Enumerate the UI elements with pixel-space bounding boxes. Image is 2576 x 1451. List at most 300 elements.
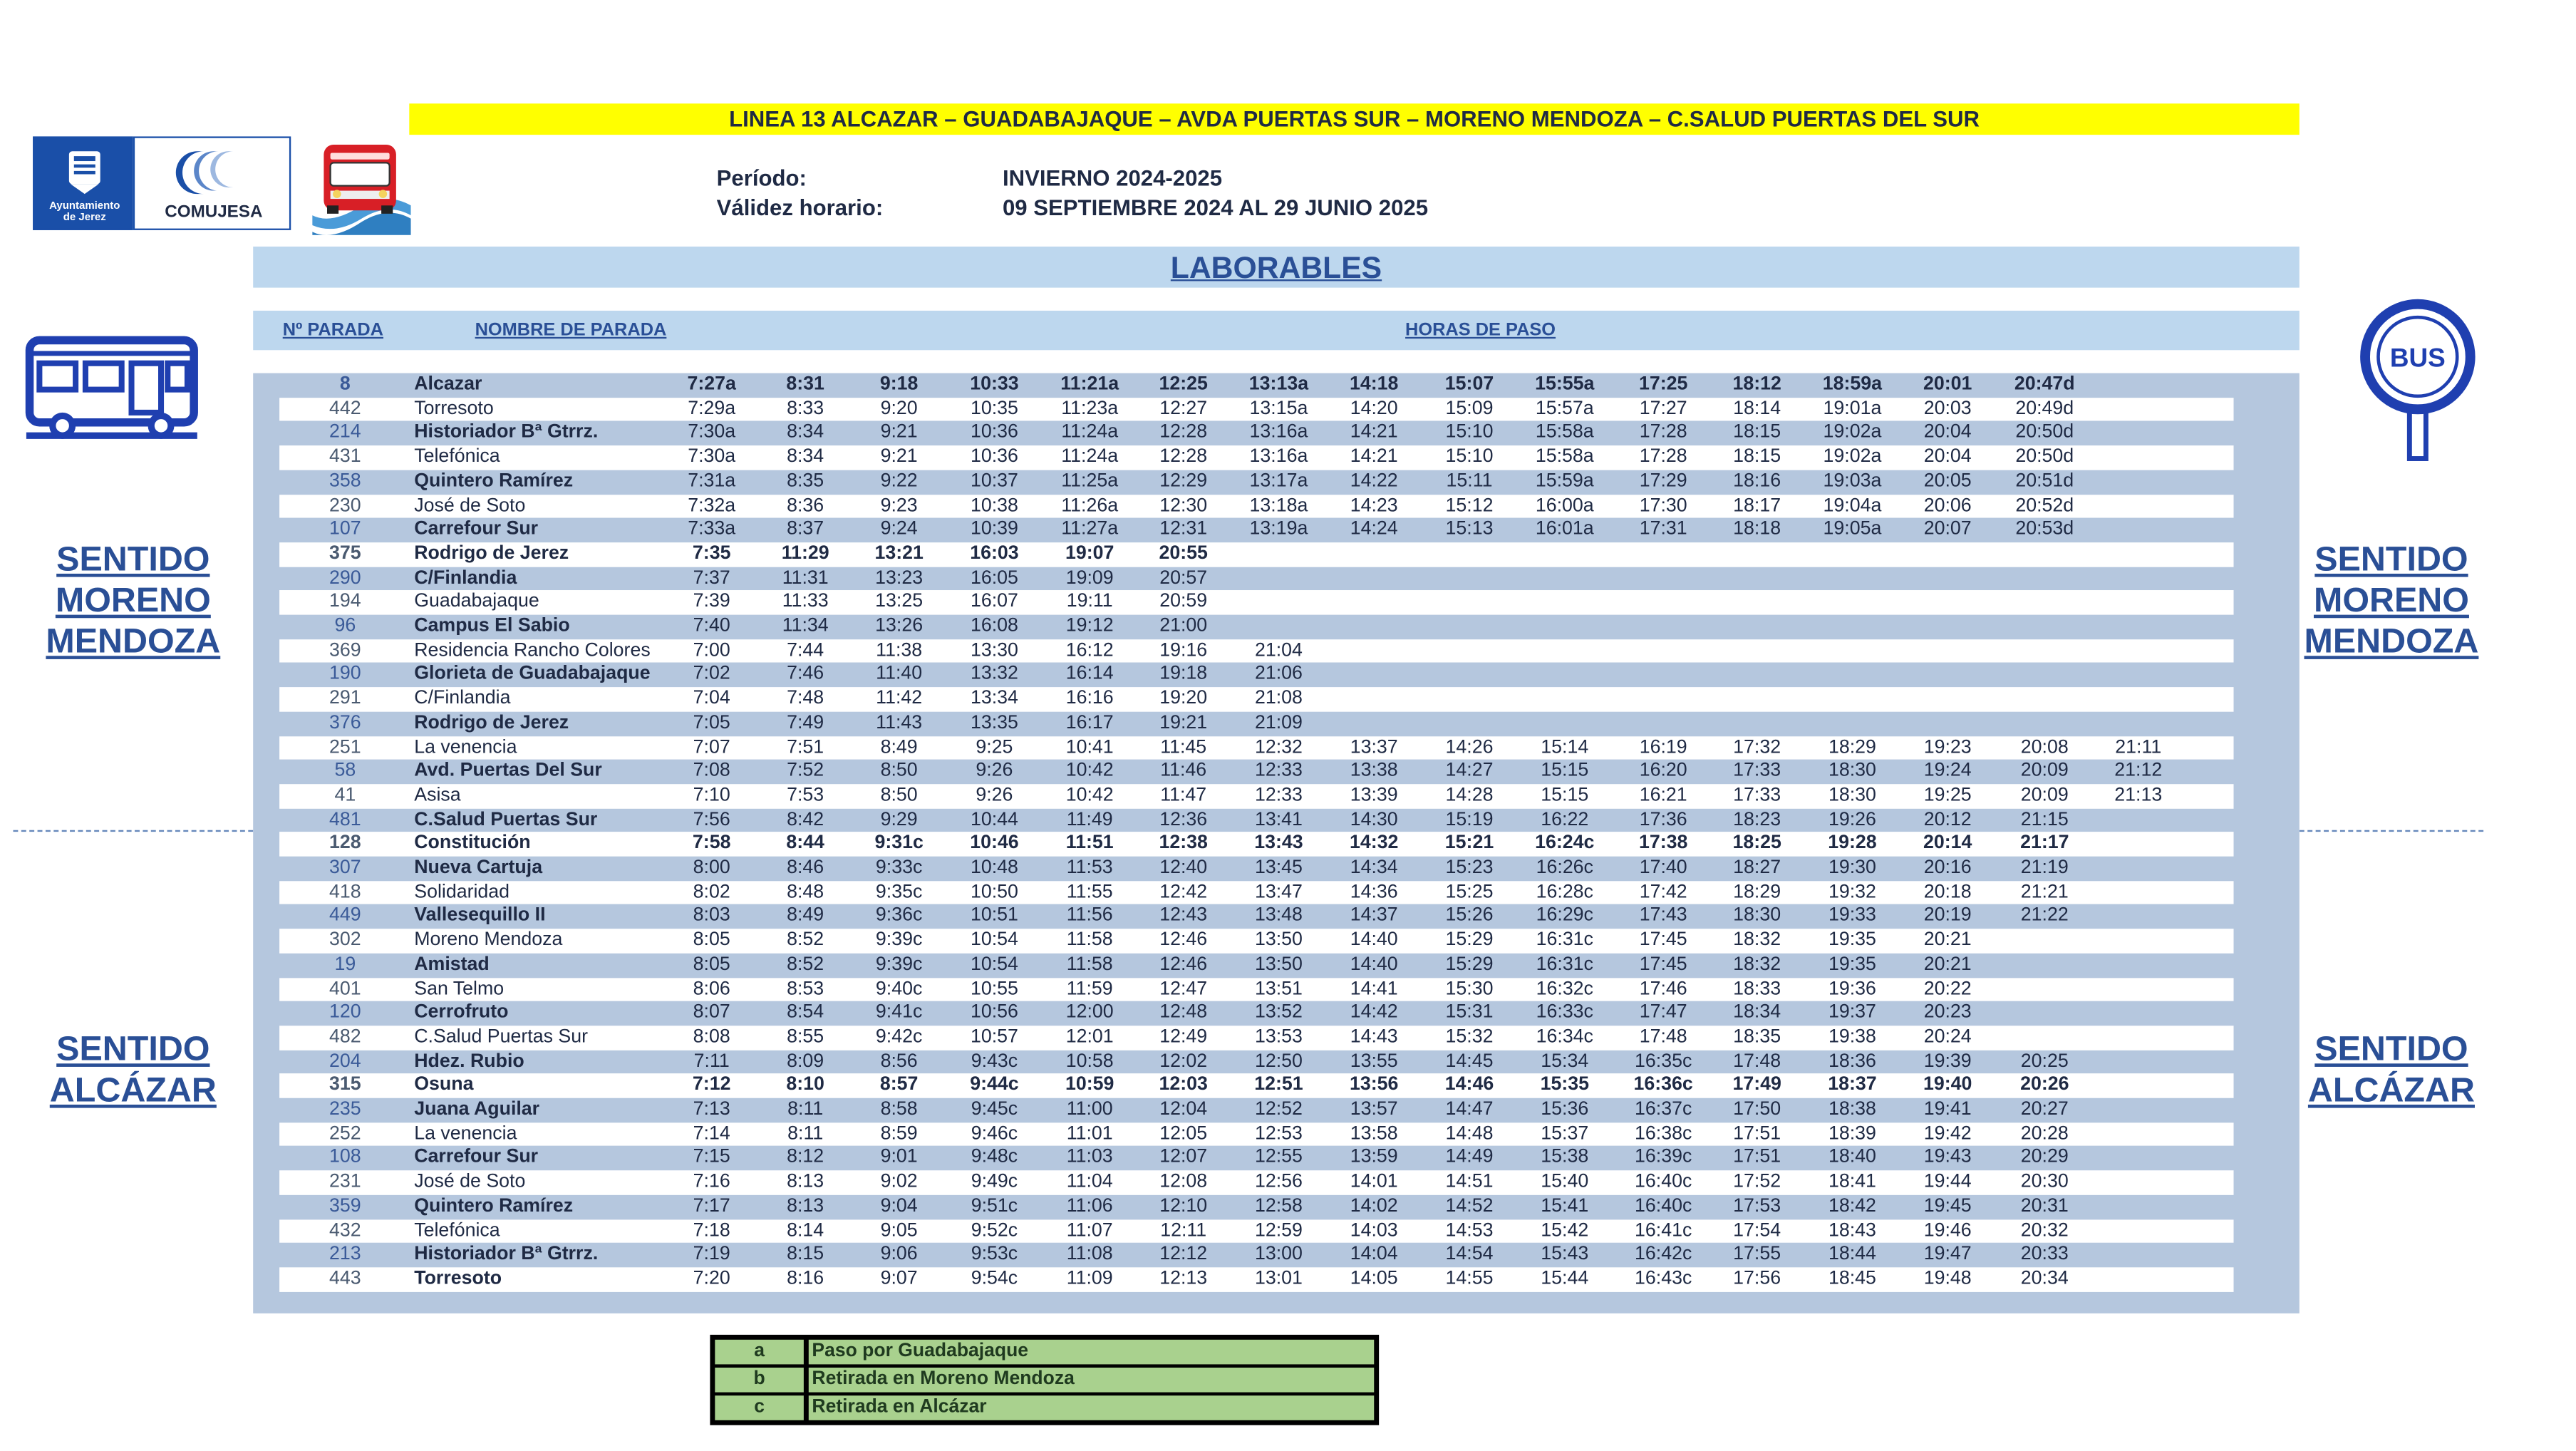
legend-key: c [715, 1395, 804, 1420]
departure-time: 19:44 [1923, 1170, 1972, 1192]
departure-time: 19:25 [1923, 783, 1972, 805]
departure-time: 21:08 [1254, 687, 1303, 709]
departure-time: 10:56 [970, 1001, 1018, 1023]
departure-time: 15:42 [1541, 1219, 1589, 1241]
departure-time: 20:34 [2020, 1267, 2069, 1289]
timetable-row [279, 397, 2233, 421]
stop-name: Campus El Sabio [414, 614, 570, 636]
timetable-row [279, 1098, 2233, 1122]
departure-time: 16:26c [1536, 856, 1593, 878]
svg-text:Ayuntamiento: Ayuntamiento [49, 199, 120, 212]
stop-number: 194 [329, 590, 361, 612]
departure-time: 9:26 [976, 760, 1013, 782]
departure-time: 19:32 [1828, 880, 1876, 902]
departure-time: 12:38 [1159, 832, 1208, 854]
departure-time: 15:13 [1445, 517, 1494, 539]
stop-number: 214 [329, 421, 361, 443]
section-title: LABORABLES [253, 247, 2300, 288]
departure-time: 20:50d [2015, 421, 2074, 443]
departure-time: 19:42 [1923, 1122, 1972, 1144]
timetable-row [279, 687, 2233, 711]
stop-number: 235 [329, 1098, 361, 1120]
stop-name: Torresoto [414, 397, 494, 419]
departure-time: 14:27 [1445, 760, 1494, 782]
departure-time: 14:22 [1350, 470, 1398, 492]
departure-time: 19:30 [1828, 856, 1876, 878]
stop-number: 432 [329, 1219, 361, 1241]
departure-time: 20:21 [1923, 953, 1972, 975]
departure-time: 17:46 [1639, 977, 1687, 999]
departure-time: 16:34c [1536, 1026, 1593, 1047]
departure-time: 19:09 [1065, 566, 1114, 588]
departure-time: 19:05a [1823, 517, 1882, 539]
stop-name: C.Salud Puertas Sur [414, 807, 598, 830]
departure-time: 11:51 [1065, 832, 1114, 854]
departure-time: 20:07 [1923, 517, 1972, 539]
departure-time: 17:43 [1639, 904, 1687, 926]
timetable-row [279, 1001, 2233, 1026]
departure-time: 17:40 [1639, 856, 1687, 878]
stop-number: 128 [329, 832, 361, 854]
periodo-label: Período: [716, 165, 807, 191]
departure-time: 8:09 [787, 1049, 824, 1071]
departure-time: 12:52 [1254, 1098, 1303, 1120]
departure-time: 15:21 [1444, 832, 1494, 854]
departure-time: 7:53 [787, 783, 824, 805]
departure-time: 16:12 [1065, 639, 1114, 661]
stop-number: 401 [329, 977, 361, 999]
departure-time: 9:44c [970, 1073, 1019, 1095]
departure-time: 16:08 [970, 614, 1018, 636]
departure-time: 7:56 [693, 807, 730, 830]
departure-time: 15:07 [1444, 373, 1494, 395]
departure-time: 20:22 [1923, 977, 1972, 999]
departure-time: 18:42 [1828, 1194, 1876, 1217]
stop-number: 481 [329, 807, 361, 830]
departure-time: 13:18a [1249, 494, 1308, 516]
departure-time: 7:33a [688, 517, 736, 539]
departure-time: 13:38 [1350, 760, 1398, 782]
departure-time: 14:41 [1350, 977, 1398, 999]
departure-time: 13:13a [1248, 373, 1309, 395]
legend-text: Retirada en Moreno Mendoza [809, 1368, 1374, 1393]
svg-text:COMUJESA: COMUJESA [165, 202, 263, 222]
departure-time: 10:36 [970, 445, 1018, 468]
sentido-alcazar-right: SENTIDO ALCÁZAR [2307, 1031, 2475, 1110]
departure-time: 20:49d [2015, 397, 2074, 419]
departure-time: 12:13 [1159, 1267, 1208, 1289]
departure-time: 12:25 [1159, 373, 1208, 395]
departure-time: 18:33 [1733, 977, 1781, 999]
departure-time: 16:29c [1536, 904, 1593, 926]
stop-number: 307 [329, 856, 361, 878]
departure-time: 12:42 [1159, 880, 1208, 902]
departure-time: 15:29 [1445, 953, 1494, 975]
departure-time: 8:52 [787, 953, 824, 975]
departure-time: 20:18 [1923, 880, 1972, 902]
departure-time: 10:42 [1065, 783, 1114, 805]
departure-time: 9:02 [880, 1170, 918, 1192]
departure-time: 13:01 [1254, 1267, 1303, 1289]
departure-time: 11:56 [1066, 904, 1113, 926]
stop-number: 482 [329, 1026, 361, 1047]
departure-time: 7:40 [693, 614, 730, 636]
departure-time: 13:00 [1254, 1243, 1303, 1265]
departure-time: 14:40 [1350, 929, 1398, 951]
departure-time: 16:37c [1635, 1098, 1692, 1120]
departure-time: 18:34 [1733, 1001, 1781, 1023]
stop-name: Residencia Rancho Colores [414, 639, 651, 661]
departure-time: 19:01a [1823, 397, 1882, 419]
timetable-row [279, 567, 2233, 591]
departure-time: 19:28 [1828, 832, 1877, 854]
departure-time: 12:58 [1254, 1194, 1303, 1217]
departure-time: 18:17 [1733, 494, 1781, 516]
departure-time: 7:15 [693, 1146, 730, 1168]
departure-time: 16:21 [1639, 783, 1687, 805]
departure-time: 16:01a [1535, 517, 1594, 539]
departure-time: 16:07 [970, 590, 1018, 612]
departure-time: 18:41 [1828, 1170, 1876, 1192]
departure-time: 15:11 [1446, 470, 1493, 492]
departure-time: 9:23 [880, 494, 918, 516]
stop-name: Rodrigo de Jerez [414, 711, 569, 733]
departure-time: 14:36 [1350, 880, 1398, 902]
departure-time: 17:27 [1639, 397, 1687, 419]
departure-time: 11:49 [1066, 807, 1113, 830]
departure-time: 14:52 [1445, 1194, 1494, 1217]
departure-time: 19:03a [1823, 470, 1882, 492]
departure-time: 20:33 [2020, 1243, 2069, 1265]
timetable-row [279, 953, 2233, 977]
departure-time: 14:53 [1445, 1219, 1494, 1241]
stop-name: Quintero Ramírez [414, 1194, 574, 1217]
departure-time: 10:48 [970, 856, 1018, 878]
departure-time: 19:07 [1065, 542, 1114, 564]
departure-time: 18:32 [1733, 929, 1781, 951]
departure-time: 19:16 [1159, 639, 1208, 661]
departure-time: 15:36 [1541, 1098, 1589, 1120]
departure-time: 13:16a [1249, 445, 1308, 468]
departure-time: 18:15 [1733, 445, 1781, 468]
stop-name: Torresoto [414, 1267, 502, 1289]
departure-time: 8:33 [787, 397, 824, 419]
timetable-row [279, 1194, 2233, 1219]
departure-time: 7:35 [692, 542, 731, 564]
departure-time: 16:22 [1541, 807, 1589, 830]
stop-name: Solidaridad [414, 880, 510, 902]
departure-time: 16:33c [1536, 1001, 1593, 1023]
departure-time: 7:13 [693, 1098, 730, 1120]
departure-time: 17:33 [1733, 783, 1781, 805]
timetable-row [279, 663, 2233, 687]
departure-time: 15:29 [1445, 929, 1494, 951]
departure-time: 9:06 [880, 1243, 918, 1265]
departure-time: 19:45 [1923, 1194, 1972, 1217]
departure-time: 13:17a [1249, 470, 1308, 492]
departure-time: 18:12 [1732, 373, 1781, 395]
bus-icon [23, 334, 200, 457]
departure-time: 11:58 [1066, 929, 1113, 951]
departure-time: 8:12 [787, 1146, 824, 1168]
departure-time: 16:31c [1536, 953, 1593, 975]
departure-time: 14:54 [1445, 1243, 1494, 1265]
departure-time: 7:27a [687, 373, 736, 395]
departure-time: 21:17 [2020, 832, 2069, 854]
stop-name: C/Finlandia [414, 566, 517, 588]
stop-number: 375 [329, 542, 361, 564]
stop-number: 204 [329, 1049, 361, 1071]
departure-time: 16:43c [1635, 1267, 1692, 1289]
departure-time: 17:31 [1639, 517, 1687, 539]
stop-name: Amistad [414, 953, 490, 975]
departure-time: 20:03 [1923, 397, 1972, 419]
departure-time: 9:33c [875, 856, 923, 878]
departure-time: 10:33 [970, 373, 1019, 395]
departure-time: 7:31a [688, 470, 736, 492]
departure-time: 20:14 [1923, 832, 1972, 854]
departure-time: 14:24 [1350, 517, 1398, 539]
timetable-row [279, 832, 2233, 857]
departure-time: 12:36 [1159, 807, 1208, 830]
departure-time: 15:25 [1445, 880, 1494, 902]
table-header [253, 311, 2300, 350]
departure-time: 11:03 [1066, 1146, 1113, 1168]
timetable-row [279, 784, 2233, 808]
departure-time: 12:04 [1159, 1098, 1208, 1120]
departure-time: 17:30 [1639, 494, 1687, 516]
departure-time: 10:42 [1065, 760, 1114, 782]
departure-time: 12:11 [1160, 1219, 1207, 1241]
stop-name: José de Soto [414, 1170, 526, 1192]
departure-time: 20:26 [2020, 1073, 2069, 1095]
departure-time: 13:58 [1350, 1122, 1398, 1144]
departure-time: 8:36 [787, 494, 824, 516]
legend [710, 1335, 1379, 1425]
timetable-row [279, 445, 2233, 470]
departure-time: 20:52d [2015, 494, 2074, 516]
departure-time: 16:38c [1635, 1122, 1692, 1144]
departure-time: 8:13 [787, 1170, 824, 1192]
departure-time: 10:58 [1065, 1049, 1114, 1071]
departure-time: 20:28 [2020, 1122, 2069, 1144]
departure-time: 9:20 [880, 397, 918, 419]
stop-name: Telefónica [414, 1219, 500, 1241]
departure-time: 18:39 [1828, 1122, 1876, 1144]
departure-time: 18:29 [1828, 735, 1876, 758]
departure-time: 8:37 [787, 517, 824, 539]
departure-time: 15:34 [1541, 1049, 1589, 1071]
departure-time: 13:21 [874, 542, 924, 564]
departure-time: 14:26 [1445, 735, 1494, 758]
departure-time: 12:50 [1254, 1049, 1303, 1071]
departure-time: 14:48 [1445, 1122, 1494, 1144]
departure-time: 13:56 [1350, 1073, 1399, 1095]
departure-time: 17:50 [1733, 1098, 1781, 1120]
departure-time: 15:43 [1541, 1243, 1589, 1265]
departure-time: 20:21 [1923, 929, 1972, 951]
departure-time: 8:11 [787, 1122, 824, 1144]
line-title: LINEA 13 ALCAZAR – GUADABAJAQUE – AVDA PUERTAS SUR – MORENO MENDOZA – C.SALUD PUERTAS DEL SUR [409, 103, 2299, 135]
departure-time: 12:47 [1159, 977, 1208, 999]
departure-time: 11:29 [781, 542, 829, 564]
departure-time: 21:00 [1159, 614, 1208, 636]
legend-key: a [715, 1340, 804, 1365]
timetable-row [279, 1026, 2233, 1050]
departure-time: 16:42c [1635, 1243, 1692, 1265]
departure-time: 12:46 [1159, 953, 1208, 975]
departure-time: 12:33 [1254, 783, 1303, 805]
departure-time: 11:46 [1160, 760, 1207, 782]
stop-name: Nueva Cartuja [414, 856, 543, 878]
departure-time: 15:58a [1535, 445, 1594, 468]
departure-time: 12:30 [1159, 494, 1208, 516]
departure-time: 7:08 [693, 760, 730, 782]
departure-time: 12:32 [1254, 735, 1303, 758]
departure-time: 16:24c [1535, 832, 1595, 854]
departure-time: 9:05 [880, 1219, 918, 1241]
departure-time: 14:01 [1350, 1170, 1398, 1192]
departure-time: 8:07 [693, 1001, 730, 1023]
departure-time: 9:54c [971, 1267, 1018, 1289]
departure-time: 19:37 [1828, 1001, 1876, 1023]
departure-time: 17:52 [1733, 1170, 1781, 1192]
departure-time: 7:14 [693, 1122, 730, 1144]
departure-time: 19:02a [1823, 421, 1882, 443]
departure-time: 20:32 [2020, 1219, 2069, 1241]
departure-time: 11:21a [1060, 373, 1119, 395]
timetable-row [279, 542, 2233, 567]
departure-time: 16:31c [1536, 929, 1593, 951]
departure-time: 12:55 [1254, 1146, 1303, 1168]
departure-time: 12:28 [1159, 445, 1208, 468]
departure-time: 12:12 [1159, 1243, 1208, 1265]
departure-time: 8:06 [693, 977, 730, 999]
departure-time: 19:41 [1923, 1098, 1972, 1120]
departure-time: 9:46c [971, 1122, 1018, 1144]
departure-time: 18:38 [1828, 1098, 1876, 1120]
stop-name: Rodrigo de Jerez [414, 542, 569, 564]
departure-time: 9:26 [976, 783, 1013, 805]
stop-name: Moreno Mendoza [414, 929, 563, 951]
departure-time: 11:31 [782, 566, 829, 588]
departure-time: 20:47d [2014, 373, 2075, 395]
legend-text: Retirada en Alcázar [809, 1395, 1374, 1420]
departure-time: 17:28 [1639, 445, 1687, 468]
departure-time: 11:34 [782, 614, 829, 636]
departure-time: 9:39c [875, 953, 923, 975]
departure-time: 21:11 [2115, 735, 2162, 758]
departure-time: 17:45 [1639, 929, 1687, 951]
departure-time: 8:02 [693, 880, 730, 902]
departure-time: 17:56 [1733, 1267, 1781, 1289]
departure-time: 10:37 [970, 470, 1018, 492]
departure-time: 20:08 [2020, 735, 2069, 758]
departure-time: 7:19 [693, 1243, 730, 1265]
validez-value: 09 SEPTIEMBRE 2024 AL 29 JUNIO 2025 [1002, 195, 1429, 221]
departure-time: 13:43 [1254, 832, 1303, 854]
departure-time: 19:18 [1159, 663, 1208, 685]
departure-time: 13:51 [1254, 977, 1303, 999]
departure-time: 20:30 [2020, 1170, 2069, 1192]
departure-time: 13:16a [1249, 421, 1308, 443]
departure-time: 12:03 [1159, 1073, 1208, 1095]
departure-time: 7:12 [692, 1073, 731, 1095]
departure-time: 12:28 [1159, 421, 1208, 443]
departure-time: 17:28 [1639, 421, 1687, 443]
departure-time: 8:16 [787, 1267, 824, 1289]
timetable-row [279, 857, 2233, 881]
departure-time: 21:15 [2020, 807, 2069, 830]
stop-name: José de Soto [414, 494, 526, 516]
timetable-row [279, 735, 2233, 760]
departure-time: 16:03 [970, 542, 1019, 564]
stop-number: 449 [329, 904, 361, 926]
departure-time: 14:46 [1444, 1073, 1494, 1095]
departure-time: 11:59 [1066, 977, 1113, 999]
departure-time: 7:30a [688, 421, 736, 443]
departure-time: 16:17 [1065, 711, 1114, 733]
departure-time: 16:32c [1536, 977, 1593, 999]
departure-time: 16:39c [1635, 1146, 1692, 1168]
departure-time: 7:29a [688, 397, 736, 419]
departure-time: 14:51 [1445, 1170, 1494, 1192]
departure-time: 12:27 [1159, 397, 1208, 419]
timetable-row [279, 1147, 2233, 1171]
legend-key: b [715, 1368, 804, 1393]
departure-time: 7:37 [693, 566, 730, 588]
departure-time: 15:57a [1535, 397, 1594, 419]
departure-time: 18:25 [1732, 832, 1781, 854]
departure-time: 13:30 [970, 639, 1018, 661]
departure-time: 20:50d [2015, 445, 2074, 468]
departure-time: 18:45 [1828, 1267, 1876, 1289]
stop-number: 252 [329, 1122, 361, 1144]
comujesa-logo [133, 136, 291, 229]
departure-time: 16:16 [1065, 687, 1114, 709]
departure-time: 14:04 [1350, 1243, 1398, 1265]
timetable-row [279, 591, 2233, 615]
timetable-row [279, 494, 2233, 518]
stop-number: 120 [329, 1001, 361, 1023]
svg-text:BUS: BUS [2389, 343, 2446, 373]
departure-time: 15:23 [1445, 856, 1494, 878]
departure-time: 20:04 [1923, 421, 1972, 443]
timetable-row [279, 808, 2233, 832]
departure-time: 15:26 [1445, 904, 1494, 926]
departure-time: 17:51 [1733, 1122, 1781, 1144]
departure-time: 15:15 [1541, 760, 1589, 782]
departure-time: 11:07 [1066, 1219, 1113, 1241]
departure-time: 17:42 [1639, 880, 1687, 902]
departure-time: 16:36c [1633, 1073, 1693, 1095]
stop-name: Constitución [414, 832, 531, 854]
stop-name: Telefónica [414, 445, 500, 468]
departure-time: 10:44 [970, 807, 1018, 830]
direction-divider-right [2300, 830, 2483, 832]
departure-time: 8:50 [880, 783, 918, 805]
ayuntamiento-logo [33, 136, 133, 229]
departure-time: 7:30a [688, 445, 736, 468]
departure-time: 8:34 [787, 445, 824, 468]
departure-time: 14:45 [1445, 1049, 1494, 1071]
departure-time: 15:09 [1445, 397, 1494, 419]
departure-time: 14:03 [1350, 1219, 1398, 1241]
departure-time: 7:20 [693, 1267, 730, 1289]
stop-name: Asisa [414, 783, 461, 805]
stop-number: 58 [334, 760, 356, 782]
departure-time: 9:35c [875, 880, 923, 902]
